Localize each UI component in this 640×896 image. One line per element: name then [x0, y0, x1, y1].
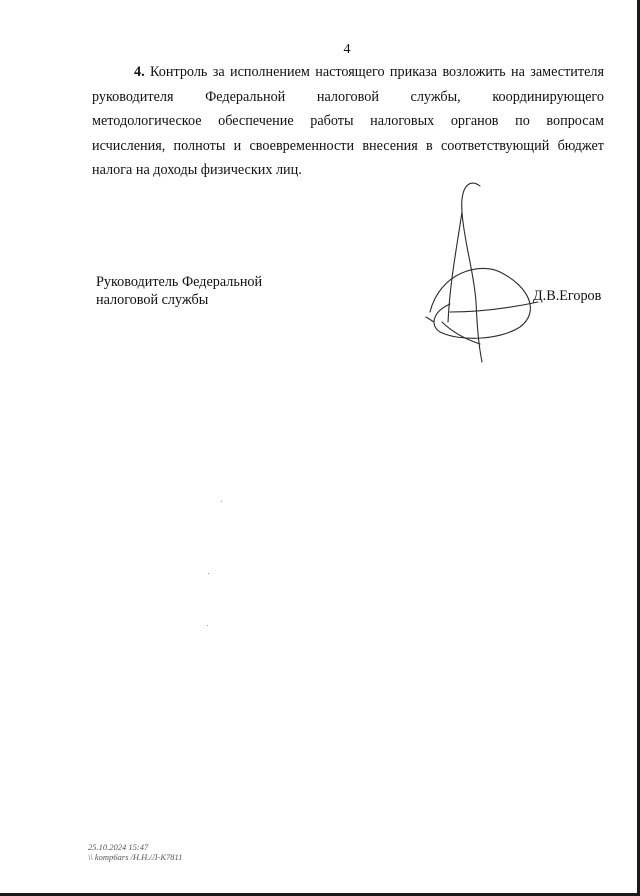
paragraph-line-5: налога на доходы физических лиц.	[92, 162, 302, 178]
footer-timestamp: 25.10.2024 15:47	[88, 842, 149, 852]
footer-reference: \\ komp6ars /Н.Н./Л-К7811	[88, 852, 183, 862]
paragraph-line-1: 4. Контроль за исполнением настоящего приказа возложить на заместителя	[134, 64, 604, 80]
scan-speck	[221, 501, 222, 502]
signer-name: Д.В.Егоров	[533, 288, 602, 304]
document-footer	[88, 842, 182, 862]
paragraph-line-4: исчисления, полноты и своевременности внесения в соответствующий бюджет	[92, 137, 604, 154]
signer-title	[96, 273, 262, 309]
signer-title-line-2: налоговой службы	[96, 292, 209, 308]
order-paragraph	[92, 60, 604, 183]
handwritten-signature	[420, 172, 560, 372]
paragraph-line-3: методологическое обеспечение работы налоговых органов по вопросам	[92, 113, 604, 129]
scan-speck	[208, 573, 209, 574]
scan-speck	[207, 625, 208, 626]
paragraph-line-2: руководителя Федеральной налоговой службы, координирующего	[92, 88, 604, 105]
page-number: 4	[343, 42, 351, 57]
signer-title-line-1: Руководитель Федеральной	[96, 274, 263, 290]
paragraph-item-number: 4.	[134, 64, 145, 80]
